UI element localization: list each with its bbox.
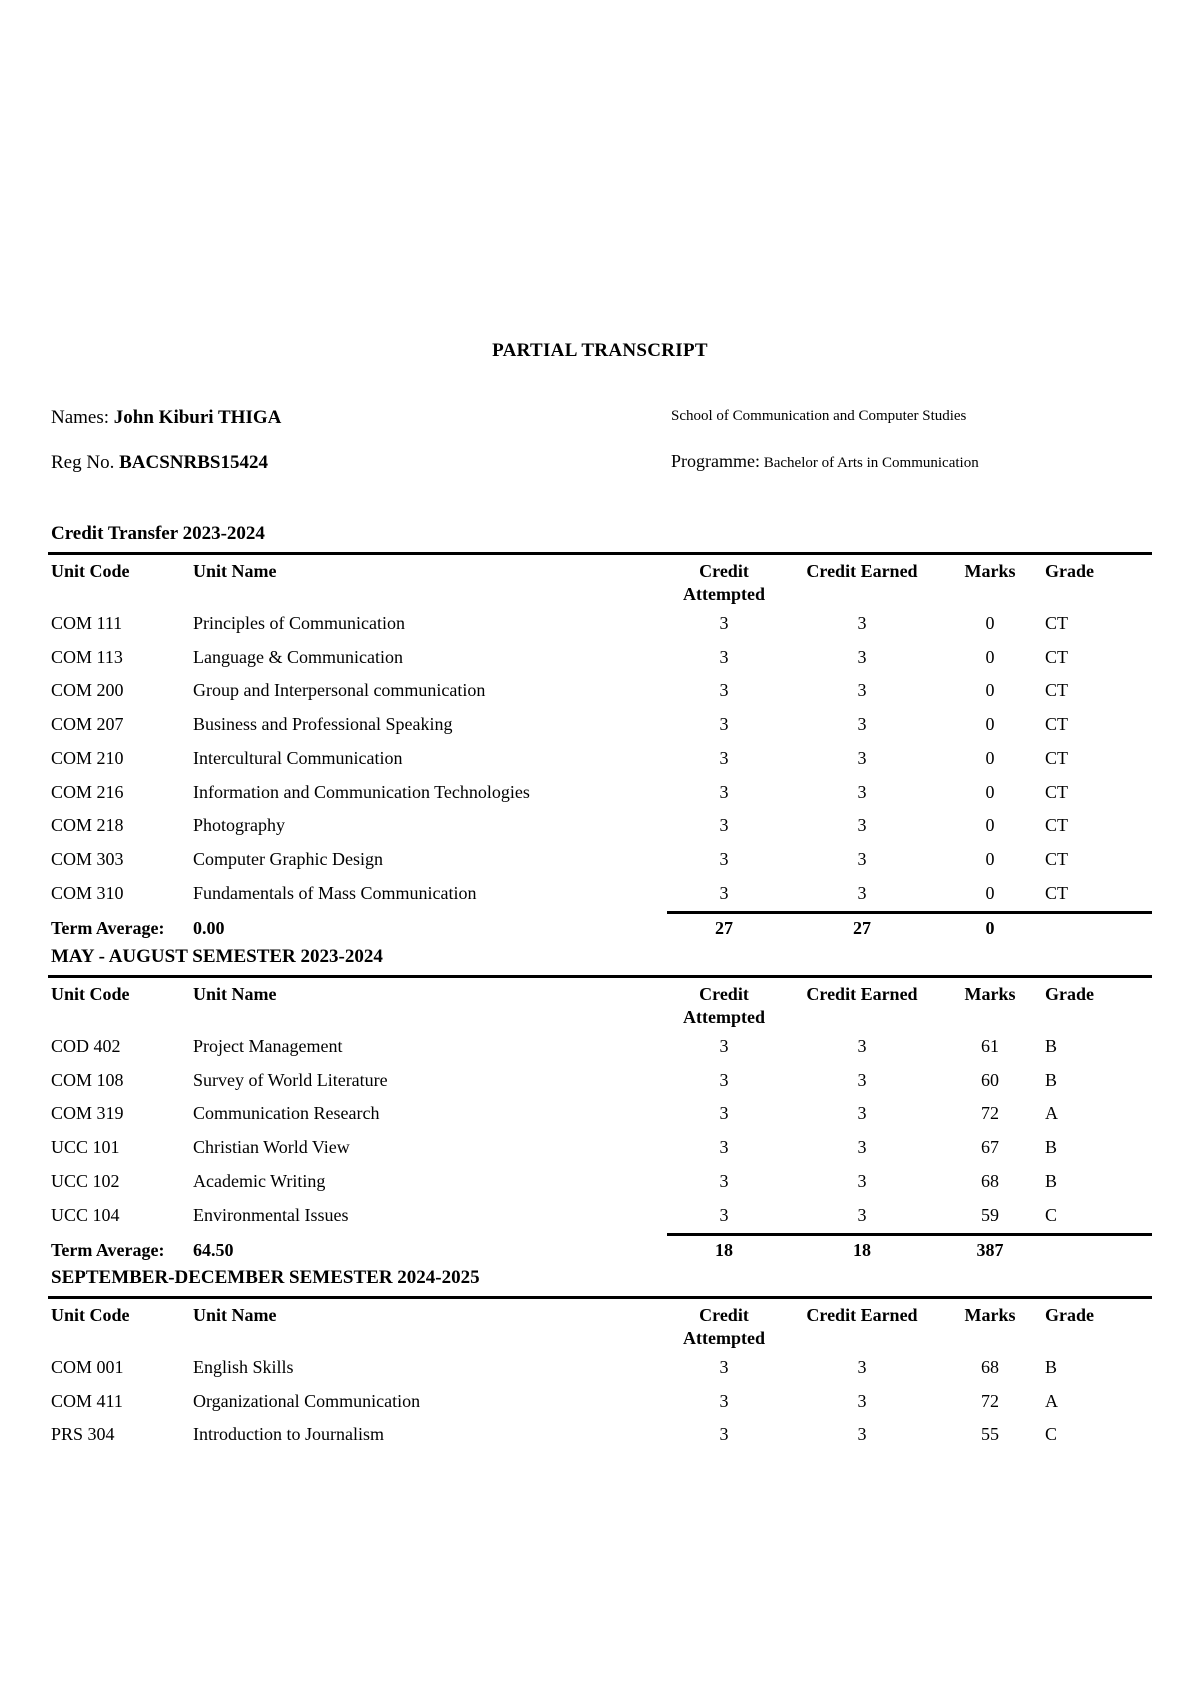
marks: 55 bbox=[981, 1424, 999, 1445]
marks: 0 bbox=[985, 613, 995, 633]
grade: C bbox=[1045, 1204, 1058, 1225]
column-header-unit-name: Unit Name bbox=[193, 561, 277, 581]
unit-code: UCC 104 bbox=[51, 1204, 120, 1225]
grade: CT bbox=[1045, 613, 1069, 633]
column-header-grade: Grade bbox=[1045, 1305, 1094, 1325]
credit-earned: 3 bbox=[857, 1390, 867, 1411]
unit-code: COM 303 bbox=[51, 848, 124, 869]
reg-label: Reg No. bbox=[51, 452, 115, 473]
marks: 72 bbox=[981, 1390, 999, 1411]
credit-attempted: 3 bbox=[719, 747, 729, 768]
section-title: SEPTEMBER-DECEMBER SEMESTER 2024-2025 bbox=[51, 1267, 480, 1288]
total-credit-attempted: 18 bbox=[715, 1239, 733, 1260]
column-header-unit-code: Unit Code bbox=[51, 561, 130, 581]
credit-attempted: 3 bbox=[719, 1137, 729, 1158]
unit-code: COM 207 bbox=[51, 714, 124, 735]
column-header-marks: Marks bbox=[964, 561, 1016, 581]
credit-attempted: 3 bbox=[719, 1204, 729, 1225]
unit-name: Environmental Issues bbox=[193, 1204, 349, 1225]
credit-earned: 3 bbox=[857, 646, 867, 667]
grade: B bbox=[1045, 1357, 1058, 1377]
credit-attempted: 3 bbox=[719, 1424, 729, 1445]
unit-code: COM 216 bbox=[51, 781, 124, 802]
column-header-credit-attempted bbox=[654, 1304, 794, 1350]
marks: 0 bbox=[985, 747, 995, 768]
total-credit-earned: 27 bbox=[853, 917, 871, 938]
unit-name: Christian World View bbox=[193, 1137, 350, 1158]
credit-earned: 3 bbox=[857, 1204, 867, 1225]
names-value: John Kiburi THIGA bbox=[113, 407, 282, 428]
section-divider bbox=[48, 1296, 1152, 1299]
credit-attempted: 3 bbox=[719, 781, 729, 802]
credit-attempted: 3 bbox=[719, 848, 729, 869]
unit-code: COM 310 bbox=[51, 882, 124, 903]
credit-attempted: 3 bbox=[719, 1036, 729, 1056]
marks: 0 bbox=[985, 882, 995, 903]
credit-earned: 3 bbox=[857, 1069, 867, 1090]
marks: 68 bbox=[981, 1357, 999, 1377]
term-average-label: Term Average: bbox=[51, 917, 165, 938]
page-title: PARTIAL TRANSCRIPT bbox=[492, 340, 708, 361]
credit-earned: 3 bbox=[857, 848, 867, 869]
term-average-value: 0.00 bbox=[193, 917, 225, 938]
credit-attempted-line-1: Credit bbox=[699, 1305, 749, 1325]
total-credit-earned: 18 bbox=[853, 1239, 871, 1260]
column-header-unit-name: Unit Name bbox=[193, 1305, 277, 1325]
column-header-unit-code: Unit Code bbox=[51, 984, 130, 1004]
student-reg-no bbox=[51, 452, 268, 474]
unit-name: Organizational Communication bbox=[193, 1390, 421, 1411]
credit-earned: 3 bbox=[857, 747, 867, 768]
credit-earned: 3 bbox=[857, 1137, 867, 1158]
column-header-unit-code: Unit Code bbox=[51, 1305, 130, 1325]
unit-name: Group and Interpersonal communication bbox=[193, 680, 486, 701]
column-header-credit-earned: Credit Earned bbox=[806, 984, 918, 1004]
marks: 72 bbox=[981, 1103, 999, 1124]
grade: B bbox=[1045, 1069, 1058, 1090]
marks: 59 bbox=[981, 1204, 999, 1225]
grade: A bbox=[1045, 1390, 1058, 1411]
term-average-value: 64.50 bbox=[193, 1239, 234, 1260]
credit-attempted-line-1: Credit bbox=[699, 561, 749, 581]
marks: 0 bbox=[985, 646, 995, 667]
credit-attempted-line-2: Attempted bbox=[683, 1007, 765, 1027]
credit-attempted: 3 bbox=[719, 1069, 729, 1090]
grade: C bbox=[1045, 1424, 1058, 1445]
unit-code: COM 319 bbox=[51, 1103, 124, 1124]
unit-name: Project Management bbox=[193, 1036, 343, 1056]
marks: 0 bbox=[985, 815, 995, 836]
section-title: MAY - AUGUST SEMESTER 2023-2024 bbox=[51, 946, 383, 967]
column-header-grade: Grade bbox=[1045, 984, 1094, 1004]
grade: CT bbox=[1045, 714, 1069, 735]
total-credit-attempted: 27 bbox=[715, 917, 733, 938]
column-header-credit-earned: Credit Earned bbox=[806, 1305, 918, 1325]
unit-name: Academic Writing bbox=[193, 1170, 326, 1191]
programme bbox=[671, 451, 979, 472]
section-title: Credit Transfer 2023-2024 bbox=[51, 523, 265, 544]
student-names bbox=[51, 407, 281, 429]
unit-code: COM 200 bbox=[51, 680, 124, 701]
credit-earned: 3 bbox=[857, 1424, 867, 1445]
marks: 61 bbox=[981, 1036, 999, 1056]
grade: CT bbox=[1045, 882, 1069, 903]
unit-code: COM 001 bbox=[51, 1357, 124, 1377]
grade: B bbox=[1045, 1137, 1058, 1158]
credit-earned: 3 bbox=[857, 680, 867, 701]
grade: CT bbox=[1045, 848, 1069, 869]
column-header-credit-attempted bbox=[654, 983, 794, 1029]
unit-code: UCC 101 bbox=[51, 1137, 120, 1158]
column-header-marks: Marks bbox=[964, 1305, 1016, 1325]
marks: 68 bbox=[981, 1170, 999, 1191]
grade: CT bbox=[1045, 646, 1069, 667]
unit-name: English Skills bbox=[193, 1357, 294, 1377]
programme-value: Bachelor of Arts in Communication bbox=[763, 455, 979, 471]
credit-attempted: 3 bbox=[719, 815, 729, 836]
credit-earned: 3 bbox=[857, 882, 867, 903]
credit-earned: 3 bbox=[857, 1036, 867, 1056]
credit-attempted: 3 bbox=[719, 714, 729, 735]
totals-divider bbox=[667, 911, 1152, 914]
marks: 0 bbox=[985, 680, 995, 701]
credit-attempted: 3 bbox=[719, 882, 729, 903]
credit-attempted: 3 bbox=[719, 1390, 729, 1411]
unit-code: COM 210 bbox=[51, 747, 124, 768]
unit-name: Introduction to Journalism bbox=[193, 1424, 384, 1445]
grade: CT bbox=[1045, 680, 1069, 701]
unit-code: COM 108 bbox=[51, 1069, 124, 1090]
total-marks: 0 bbox=[985, 917, 995, 938]
credit-attempted-line-1: Credit bbox=[699, 984, 749, 1004]
grade: A bbox=[1045, 1103, 1058, 1124]
column-header-unit-name: Unit Name bbox=[193, 984, 277, 1004]
credit-attempted: 3 bbox=[719, 613, 729, 633]
grade: CT bbox=[1045, 815, 1069, 836]
school-name: School of Communication and Computer Studies bbox=[671, 408, 967, 424]
unit-code: COM 411 bbox=[51, 1390, 123, 1411]
credit-attempted: 3 bbox=[719, 646, 729, 667]
marks: 60 bbox=[981, 1069, 999, 1090]
unit-name: Photography bbox=[193, 815, 285, 836]
total-marks: 387 bbox=[976, 1239, 1004, 1260]
unit-name: Information and Communication Technologies bbox=[193, 781, 530, 802]
credit-attempted: 3 bbox=[719, 1170, 729, 1191]
column-header-marks: Marks bbox=[964, 984, 1016, 1004]
unit-name: Business and Professional Speaking bbox=[193, 714, 453, 735]
grade: B bbox=[1045, 1170, 1058, 1191]
credit-earned: 3 bbox=[857, 613, 867, 633]
unit-name: Survey of World Literature bbox=[193, 1069, 388, 1090]
marks: 0 bbox=[985, 714, 995, 735]
programme-label: Programme: bbox=[671, 451, 760, 471]
column-header-credit-attempted bbox=[654, 560, 794, 606]
credit-earned: 3 bbox=[857, 781, 867, 802]
credit-earned: 3 bbox=[857, 1357, 867, 1377]
credit-earned: 3 bbox=[857, 1103, 867, 1124]
credit-attempted-line-2: Attempted bbox=[683, 584, 765, 604]
unit-code: COM 113 bbox=[51, 646, 123, 667]
credit-earned: 3 bbox=[857, 714, 867, 735]
marks: 0 bbox=[985, 848, 995, 869]
reg-value: BACSNRBS15424 bbox=[119, 452, 268, 473]
totals-divider bbox=[667, 1233, 1152, 1236]
unit-code: COM 218 bbox=[51, 815, 124, 836]
unit-name: Computer Graphic Design bbox=[193, 848, 383, 869]
column-header-grade: Grade bbox=[1045, 561, 1094, 581]
unit-name: Communication Research bbox=[193, 1103, 380, 1124]
credit-attempted: 3 bbox=[719, 1103, 729, 1124]
unit-name: Intercultural Communication bbox=[193, 747, 403, 768]
term-average-label: Term Average: bbox=[51, 1239, 165, 1260]
grade: CT bbox=[1045, 781, 1069, 802]
credit-earned: 3 bbox=[857, 815, 867, 836]
marks: 67 bbox=[981, 1137, 999, 1158]
unit-name: Language & Communication bbox=[193, 646, 403, 667]
column-header-credit-earned: Credit Earned bbox=[806, 561, 918, 581]
grade: B bbox=[1045, 1036, 1058, 1056]
credit-attempted: 3 bbox=[719, 1357, 729, 1377]
credit-earned: 3 bbox=[857, 1170, 867, 1191]
unit-code: UCC 102 bbox=[51, 1170, 120, 1191]
credit-attempted: 3 bbox=[719, 680, 729, 701]
unit-code: COM 111 bbox=[51, 613, 123, 633]
unit-code: COD 402 bbox=[51, 1036, 121, 1056]
unit-code: PRS 304 bbox=[51, 1424, 115, 1445]
grade: CT bbox=[1045, 747, 1069, 768]
credit-attempted-line-2: Attempted bbox=[683, 1328, 765, 1348]
unit-name: Fundamentals of Mass Communication bbox=[193, 882, 477, 903]
unit-name: Principles of Communication bbox=[193, 613, 405, 633]
marks: 0 bbox=[985, 781, 995, 802]
names-label: Names: bbox=[51, 407, 110, 428]
section-divider bbox=[48, 975, 1152, 978]
section-divider bbox=[48, 552, 1152, 555]
